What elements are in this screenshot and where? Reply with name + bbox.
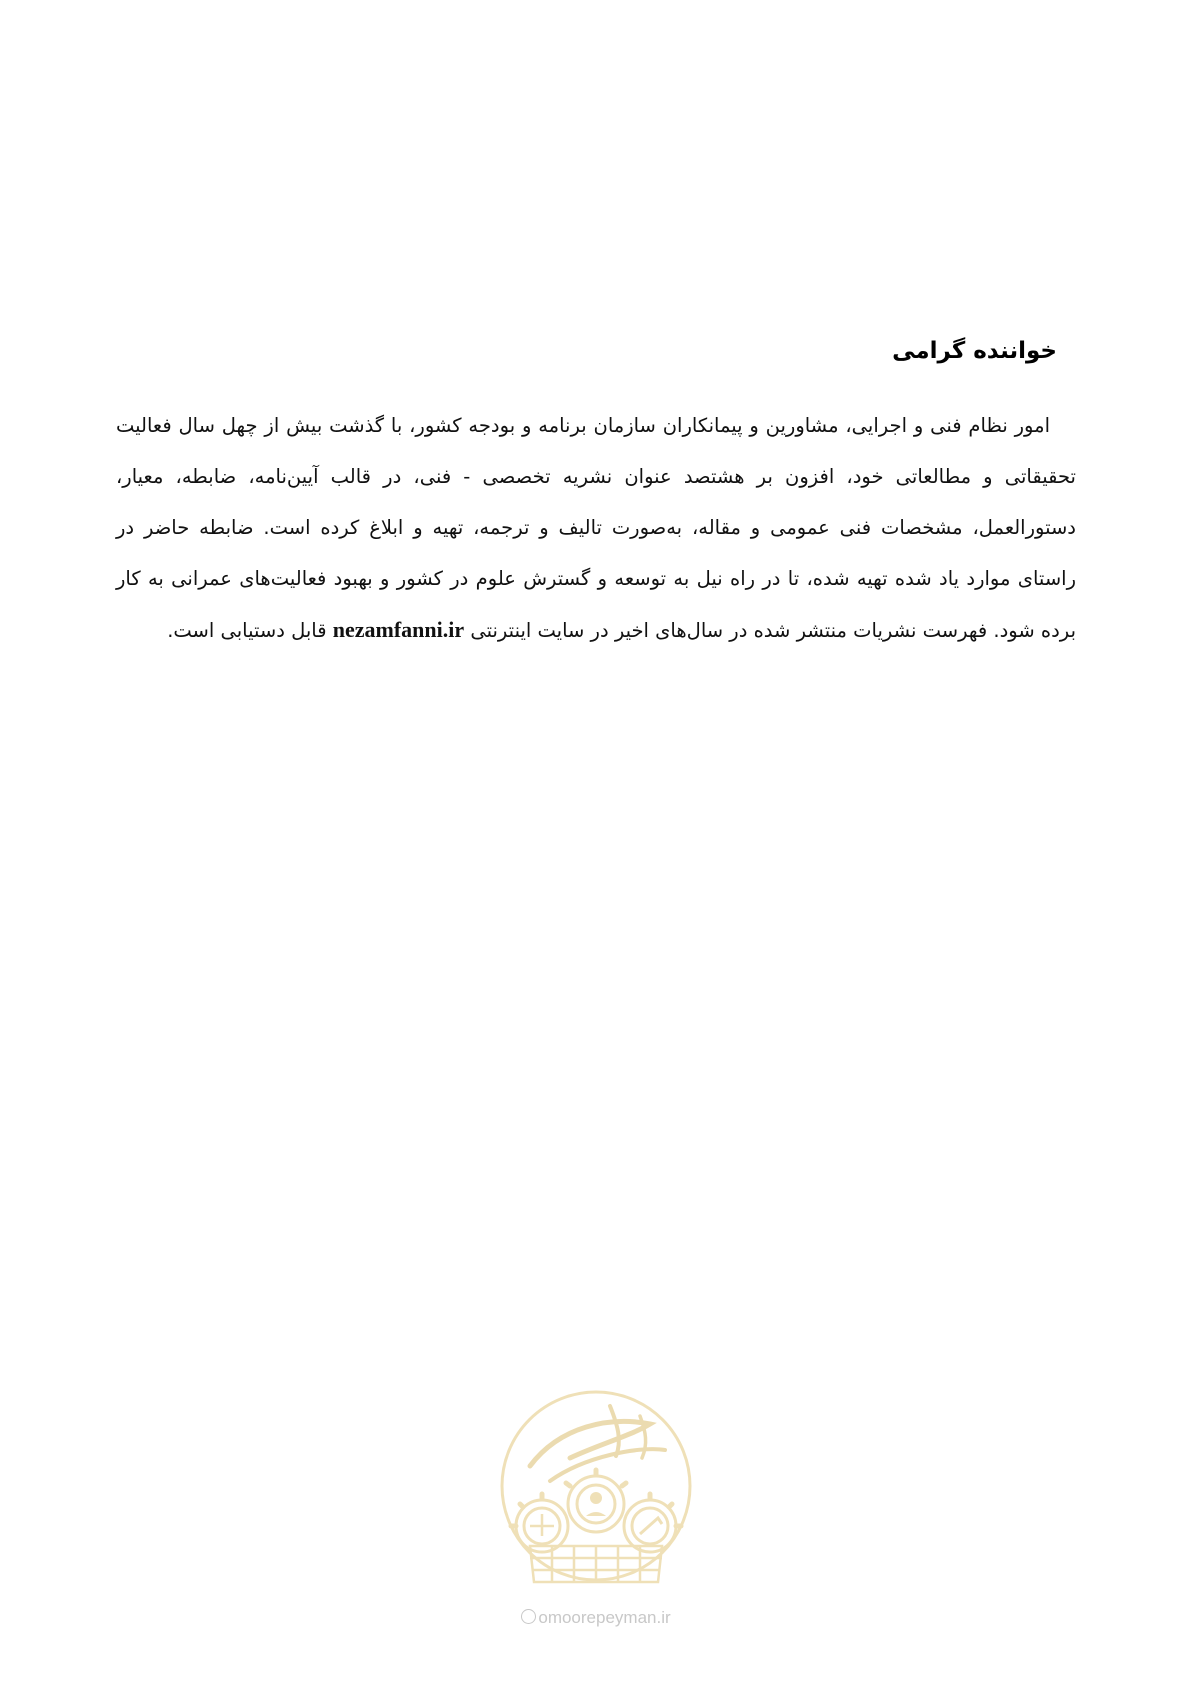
website-name: nezamfanni.ir (332, 617, 465, 642)
paragraph-text-part-1: امور نظام فنی و اجرایی، مشاورین و پیمانکاران سازمان برنامه و بودجه کشور، با گذشت بیش از چهل سال فعالیت تحقیقاتی و مطالعاتی خود، افزون بر هشتصد عنوان نشریه تخصصی - فنی، در قالب آیین‌نامه، ضابطه، معیار، دستورالعمل، مشخصات فنی عمومی و مقاله، به‌صورت تالیف و ترجمه، تهیه و ابلاغ کرده است. ضابطه حاضر در راستای موارد یاد شده تهیه شده، تا در راه نیل به توسعه و گسترش علوم در کشور و بهبود فعالیت‌های عمرانی به کار برده شود. فهرست نشریات منتشر شده در سال‌های اخیر در سایت اینترنتی (116, 414, 1076, 642)
watermark-url-text: omoorepeyman.ir (538, 1608, 671, 1627)
page-title: خواننده گرامی (892, 338, 1057, 364)
paragraph-text-part-2: قابل دستیابی است. (167, 619, 327, 642)
globe-icon (521, 1609, 536, 1624)
body-paragraph (116, 400, 1076, 656)
omoorepeyman-logo-watermark (490, 1386, 702, 1598)
watermark-url (490, 1608, 702, 1628)
